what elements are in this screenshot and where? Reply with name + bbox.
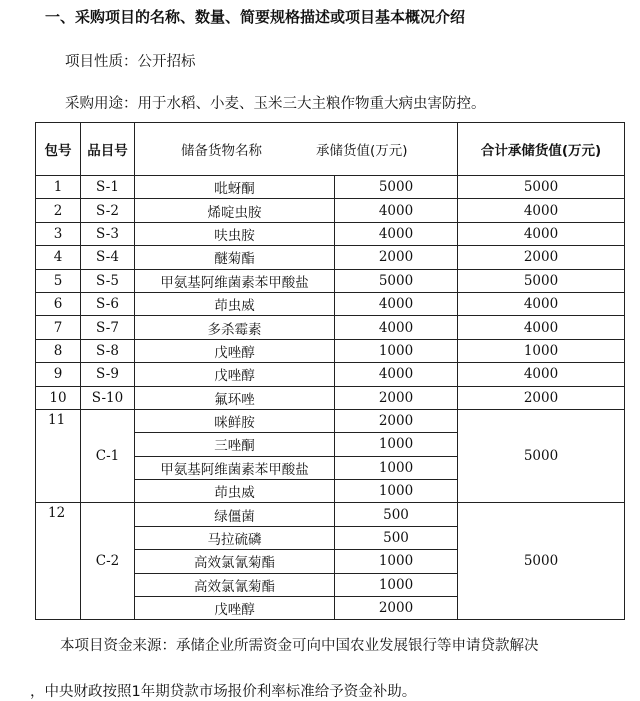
total-value-cell: 2000 <box>458 386 625 409</box>
table-row <box>36 339 625 362</box>
total-value-cell: 4000 <box>458 292 625 315</box>
item-no-cell: S-8 <box>81 339 135 362</box>
package-no-cell: 12 <box>36 503 81 620</box>
goods-name-cell: 高效氯氰菊酯 <box>135 573 335 596</box>
table-row <box>36 503 625 526</box>
item-no-cell: S-5 <box>81 269 135 292</box>
goods-name-cell: 氟环唑 <box>135 386 335 409</box>
section-heading: 一、采购项目的名称、数量、简要规格描述或项目基本概况介绍 <box>45 8 466 26</box>
package-no-cell: 8 <box>36 339 81 362</box>
total-value-cell: 1000 <box>458 339 625 362</box>
header-stored-value: 承储货值(万元) <box>316 143 408 159</box>
stored-value-cell: 5000 <box>335 269 458 292</box>
stored-value-cell: 4000 <box>335 199 458 222</box>
goods-name-cell: 高效氯氰菊酯 <box>135 550 335 573</box>
stored-value-cell: 1000 <box>335 433 458 456</box>
stored-value-cell: 2000 <box>335 409 458 432</box>
table-row <box>36 409 625 432</box>
package-no-cell: 6 <box>36 292 81 315</box>
item-no-cell: S-3 <box>81 222 135 245</box>
table-row <box>36 292 625 315</box>
stored-value-cell: 4000 <box>335 292 458 315</box>
stored-value-cell: 4000 <box>335 316 458 339</box>
item-no-cell: S-10 <box>81 386 135 409</box>
item-no-cell: S-6 <box>81 292 135 315</box>
goods-name-cell: 戊唑醇 <box>135 339 335 362</box>
goods-name-cell: 呋虫胺 <box>135 222 335 245</box>
stored-value-cell: 1000 <box>335 573 458 596</box>
goods-name-cell: 绿僵菌 <box>135 503 335 526</box>
total-value-cell: 5000 <box>458 269 625 292</box>
item-no-cell: S-9 <box>81 363 135 386</box>
package-no-cell: 2 <box>36 199 81 222</box>
goods-name-cell: 吡蚜酮 <box>135 176 335 199</box>
goods-name-cell: 多杀霉素 <box>135 316 335 339</box>
package-no-cell: 3 <box>36 222 81 245</box>
item-no-cell: S-1 <box>81 176 135 199</box>
package-no-cell: 1 <box>36 176 81 199</box>
subsidy-note: ，中央财政按照1年期贷款市场报价利率标准给予资金补助。 <box>30 684 417 700</box>
stored-value-cell: 2000 <box>335 386 458 409</box>
package-no-cell: 9 <box>36 363 81 386</box>
item-no-cell: S-7 <box>81 316 135 339</box>
item-no-cell: S-2 <box>81 199 135 222</box>
header-goods-name: 储备货物名称 <box>181 143 262 159</box>
stored-value-cell: 5000 <box>335 176 458 199</box>
total-value-cell: 4000 <box>458 363 625 386</box>
total-value-cell: 5000 <box>458 176 625 199</box>
procurement-purpose: 采购用途：用于水稻、小麦、玉米三大主粮作物重大病虫害防控。 <box>65 96 486 112</box>
package-no-cell: 5 <box>36 269 81 292</box>
reserve-goods-table <box>35 122 625 620</box>
goods-name-cell: 茚虫威 <box>135 292 335 315</box>
goods-name-cell: 醚菊酯 <box>135 246 335 269</box>
table-row <box>36 222 625 245</box>
item-no-cell: C-1 <box>81 409 135 503</box>
project-nature: 项目性质：公开招标 <box>65 54 196 70</box>
goods-name-cell: 烯啶虫胺 <box>135 199 335 222</box>
table-row <box>36 363 625 386</box>
table-row <box>36 386 625 409</box>
header-goods-and-value <box>135 123 458 176</box>
package-no-cell: 4 <box>36 246 81 269</box>
package-no-cell: 11 <box>36 409 81 503</box>
stored-value-cell: 4000 <box>335 363 458 386</box>
package-no-cell: 10 <box>36 386 81 409</box>
stored-value-cell: 1000 <box>335 550 458 573</box>
total-value-cell: 5000 <box>458 409 625 503</box>
total-value-cell: 4000 <box>458 316 625 339</box>
total-value-cell: 4000 <box>458 222 625 245</box>
stored-value-cell: 1000 <box>335 339 458 362</box>
total-value-cell: 2000 <box>458 246 625 269</box>
header-item-no: 品目号 <box>81 123 135 176</box>
table-row <box>36 316 625 339</box>
stored-value-cell: 2000 <box>335 597 458 620</box>
goods-name-cell: 三唑酮 <box>135 433 335 456</box>
stored-value-cell: 500 <box>335 526 458 549</box>
package-no-cell: 7 <box>36 316 81 339</box>
header-total-value: 合计承储货值(万元) <box>458 123 625 176</box>
goods-name-cell: 甲氨基阿维菌素苯甲酸盐 <box>135 456 335 479</box>
funding-source: 本项目资金来源：承储企业所需资金可向中国农业发展银行等申请贷款解决 <box>60 638 539 654</box>
goods-name-cell: 戊唑醇 <box>135 597 335 620</box>
goods-name-cell: 马拉硫磷 <box>135 526 335 549</box>
stored-value-cell: 500 <box>335 503 458 526</box>
stored-value-cell: 1000 <box>335 480 458 503</box>
total-value-cell: 5000 <box>458 503 625 620</box>
stored-value-cell: 1000 <box>335 456 458 479</box>
table-row <box>36 246 625 269</box>
stored-value-cell: 4000 <box>335 222 458 245</box>
item-no-cell: S-4 <box>81 246 135 269</box>
table-row <box>36 269 625 292</box>
table-header-row <box>36 123 625 176</box>
goods-name-cell: 茚虫威 <box>135 480 335 503</box>
header-package-no: 包号 <box>36 123 81 176</box>
goods-name-cell: 甲氨基阿维菌素苯甲酸盐 <box>135 269 335 292</box>
goods-name-cell: 咪鲜胺 <box>135 409 335 432</box>
stored-value-cell: 2000 <box>335 246 458 269</box>
table-row <box>36 176 625 199</box>
item-no-cell: C-2 <box>81 503 135 620</box>
goods-name-cell: 戊唑醇 <box>135 363 335 386</box>
total-value-cell: 4000 <box>458 199 625 222</box>
table-row <box>36 199 625 222</box>
